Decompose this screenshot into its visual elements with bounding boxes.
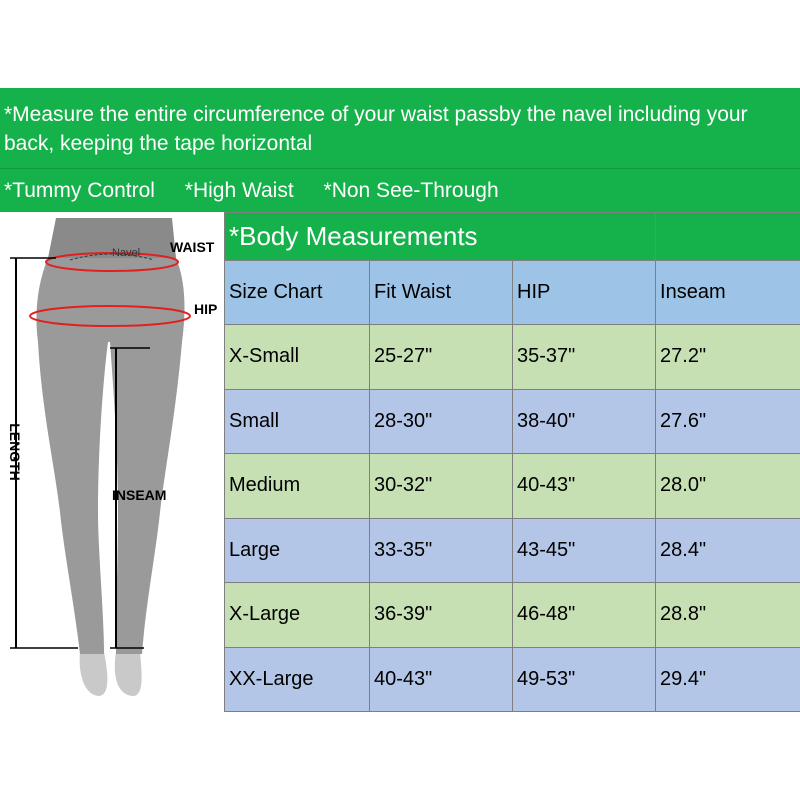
inseam-cell: 27.2" <box>656 325 800 390</box>
inseam-label: INSEAM <box>112 487 167 503</box>
inseam-cell: 28.0" <box>656 454 800 519</box>
leggings-diagram <box>0 212 225 710</box>
waist-label: WAIST <box>170 239 215 255</box>
waist-cell: 40-43" <box>370 647 513 712</box>
size-cell: Small <box>225 389 370 454</box>
feature-item: *High Waist <box>184 179 294 202</box>
table-row <box>225 454 800 519</box>
leggings-illustration <box>0 212 224 710</box>
left-foot <box>80 652 108 696</box>
waist-cell: 33-35" <box>370 518 513 583</box>
hip-cell: 46-48" <box>513 583 656 648</box>
feature-item: *Non See-Through <box>323 179 499 202</box>
table-row <box>225 583 800 648</box>
waist-cell: 28-30" <box>370 389 513 454</box>
legging-body <box>36 258 184 654</box>
column-header: HIP <box>513 261 656 325</box>
hip-label: HIP <box>194 301 218 317</box>
table-row <box>225 389 800 454</box>
table-header-row <box>225 261 800 325</box>
size-cell: X-Large <box>225 583 370 648</box>
waist-cell: 36-39" <box>370 583 513 648</box>
column-header: Size Chart <box>225 261 370 325</box>
size-cell: X-Small <box>225 325 370 390</box>
hip-cell: 49-53" <box>513 647 656 712</box>
right-foot <box>115 652 142 696</box>
hip-cell: 38-40" <box>513 389 656 454</box>
hip-cell: 43-45" <box>513 518 656 583</box>
table-row <box>225 325 800 390</box>
column-header: Fit Waist <box>370 261 513 325</box>
table-row <box>225 647 800 712</box>
waist-cell: 30-32" <box>370 454 513 519</box>
inseam-cell: 27.6" <box>656 389 800 454</box>
table-row <box>225 518 800 583</box>
hip-cell: 35-37" <box>513 325 656 390</box>
size-cell: Large <box>225 518 370 583</box>
inseam-cell: 28.8" <box>656 583 800 648</box>
feature-bar <box>0 168 800 212</box>
size-chart-table <box>224 212 800 712</box>
navel-label: Navel <box>112 247 141 259</box>
inseam-cell: 28.4" <box>656 518 800 583</box>
table-title-blank <box>656 213 800 261</box>
column-header: Inseam <box>656 261 800 325</box>
length-label: LENGTH <box>7 423 23 481</box>
hip-cell: 40-43" <box>513 454 656 519</box>
waist-cell: 25-27" <box>370 325 513 390</box>
size-cell: XX-Large <box>225 647 370 712</box>
inseam-cell: 29.4" <box>656 647 800 712</box>
size-cell: Medium <box>225 454 370 519</box>
feature-item: *Tummy Control <box>4 179 155 202</box>
table-title: *Body Measurements <box>225 213 656 261</box>
table-title-row <box>225 213 800 261</box>
measurement-note: *Measure the entire circumference of your waist passby the navel including your back, keeping the tape horizontal <box>0 88 800 168</box>
